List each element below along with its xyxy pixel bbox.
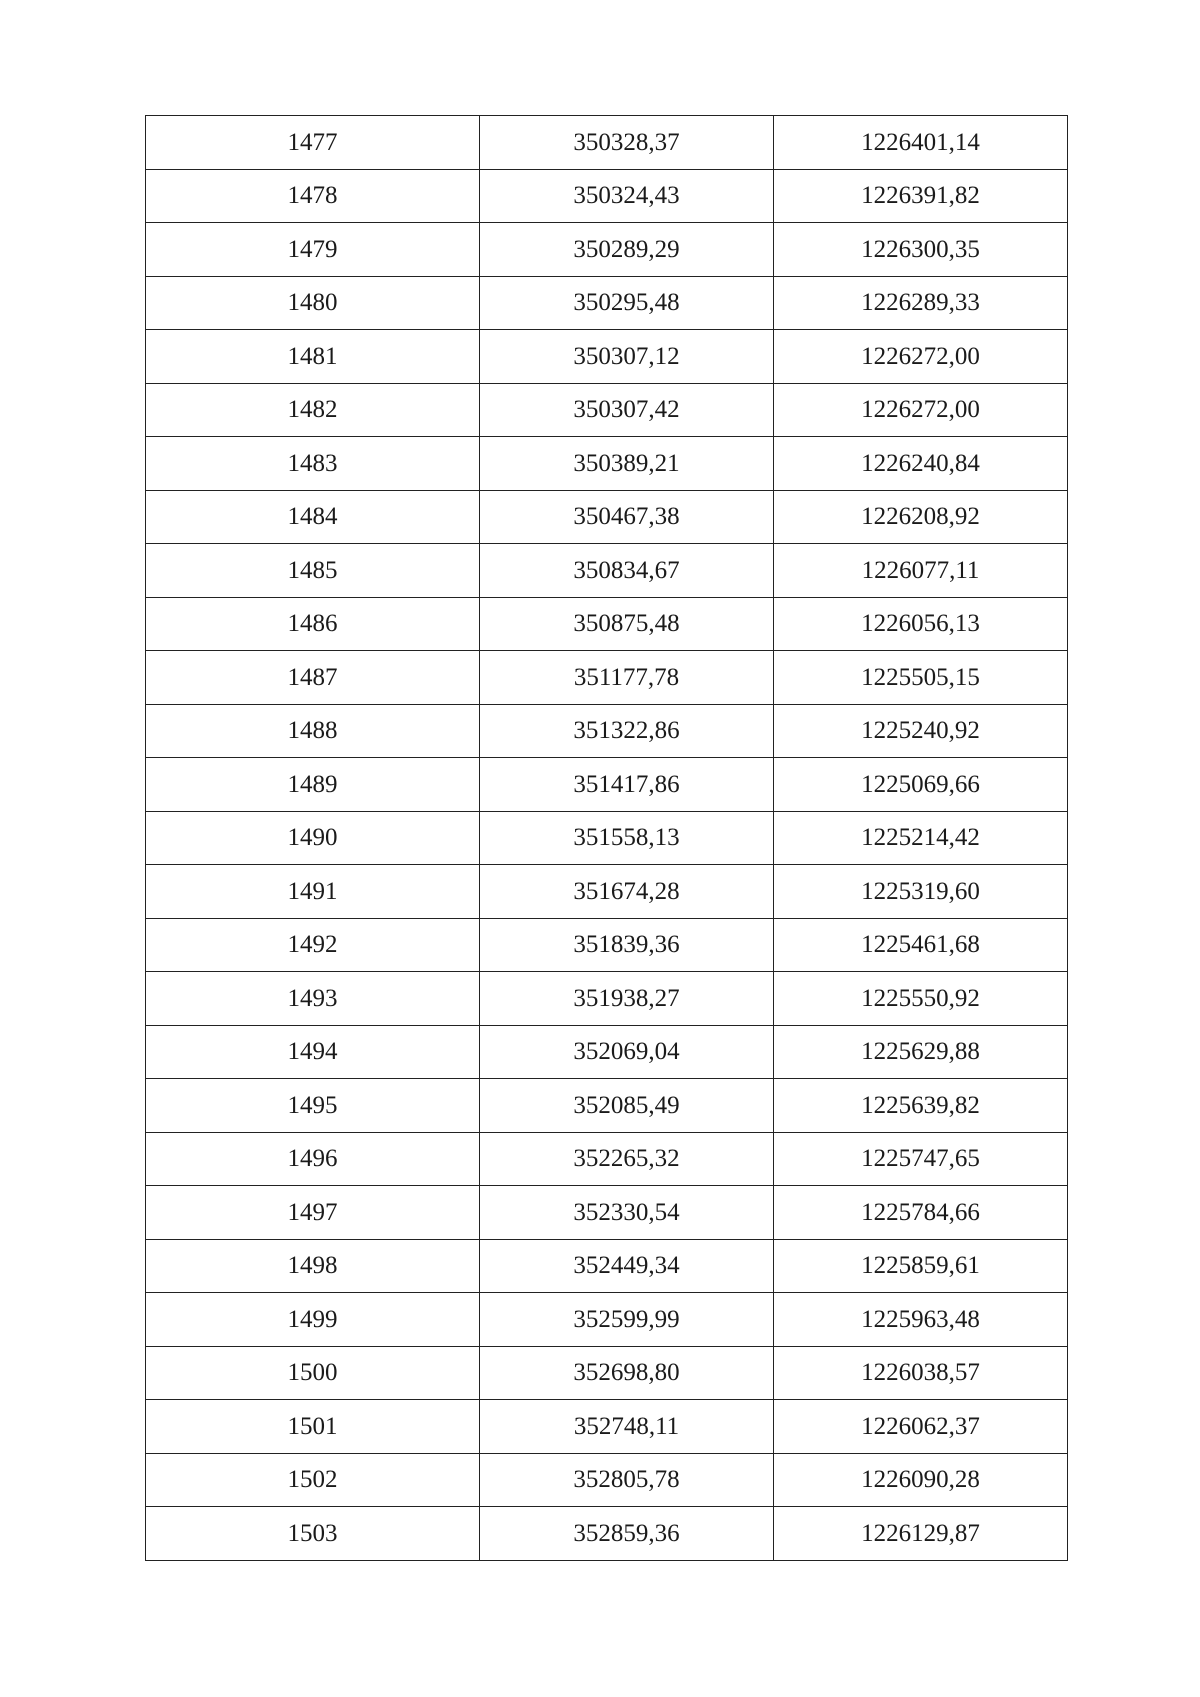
x-coordinate-cell: 352698,80 (480, 1346, 774, 1400)
table-row (146, 918, 1068, 972)
table-row (146, 1132, 1068, 1186)
x-coordinate-cell: 352748,11 (480, 1400, 774, 1454)
point-number-cell: 1498 (146, 1239, 480, 1293)
table-row (146, 865, 1068, 919)
y-coordinate-cell: 1225747,65 (774, 1132, 1068, 1186)
x-coordinate-cell: 352330,54 (480, 1186, 774, 1240)
y-coordinate-cell: 1225859,61 (774, 1239, 1068, 1293)
x-coordinate-cell: 350289,29 (480, 223, 774, 277)
x-coordinate-cell: 350875,48 (480, 597, 774, 651)
point-number-cell: 1490 (146, 811, 480, 865)
coordinates-table (145, 115, 1068, 1561)
y-coordinate-cell: 1226240,84 (774, 437, 1068, 491)
x-coordinate-cell: 352449,34 (480, 1239, 774, 1293)
table-row (146, 1239, 1068, 1293)
y-coordinate-cell: 1225240,92 (774, 704, 1068, 758)
y-coordinate-cell: 1226300,35 (774, 223, 1068, 277)
table-row (146, 651, 1068, 705)
y-coordinate-cell: 1226272,00 (774, 383, 1068, 437)
y-coordinate-cell: 1225505,15 (774, 651, 1068, 705)
y-coordinate-cell: 1225319,60 (774, 865, 1068, 919)
point-number-cell: 1485 (146, 544, 480, 598)
y-coordinate-cell: 1226090,28 (774, 1453, 1068, 1507)
point-number-cell: 1500 (146, 1346, 480, 1400)
table-row (146, 1346, 1068, 1400)
y-coordinate-cell: 1225639,82 (774, 1079, 1068, 1133)
y-coordinate-cell: 1225461,68 (774, 918, 1068, 972)
table-row (146, 704, 1068, 758)
table-row (146, 276, 1068, 330)
point-number-cell: 1503 (146, 1507, 480, 1561)
table-row (146, 1025, 1068, 1079)
y-coordinate-cell: 1226129,87 (774, 1507, 1068, 1561)
x-coordinate-cell: 350834,67 (480, 544, 774, 598)
point-number-cell: 1481 (146, 330, 480, 384)
x-coordinate-cell: 351839,36 (480, 918, 774, 972)
y-coordinate-cell: 1226272,00 (774, 330, 1068, 384)
point-number-cell: 1480 (146, 276, 480, 330)
y-coordinate-cell: 1226289,33 (774, 276, 1068, 330)
table-row (146, 1507, 1068, 1561)
point-number-cell: 1488 (146, 704, 480, 758)
point-number-cell: 1489 (146, 758, 480, 812)
x-coordinate-cell: 352265,32 (480, 1132, 774, 1186)
point-number-cell: 1477 (146, 116, 480, 170)
y-coordinate-cell: 1225963,48 (774, 1293, 1068, 1347)
y-coordinate-cell: 1225550,92 (774, 972, 1068, 1026)
point-number-cell: 1496 (146, 1132, 480, 1186)
table-row (146, 1186, 1068, 1240)
point-number-cell: 1491 (146, 865, 480, 919)
x-coordinate-cell: 350307,12 (480, 330, 774, 384)
table-row (146, 1293, 1068, 1347)
point-number-cell: 1487 (146, 651, 480, 705)
table-row (146, 758, 1068, 812)
table-row (146, 597, 1068, 651)
x-coordinate-cell: 351417,86 (480, 758, 774, 812)
point-number-cell: 1497 (146, 1186, 480, 1240)
point-number-cell: 1495 (146, 1079, 480, 1133)
y-coordinate-cell: 1225784,66 (774, 1186, 1068, 1240)
coordinates-table-body (146, 116, 1068, 1561)
y-coordinate-cell: 1226391,82 (774, 169, 1068, 223)
x-coordinate-cell: 351674,28 (480, 865, 774, 919)
y-coordinate-cell: 1225069,66 (774, 758, 1068, 812)
table-row (146, 223, 1068, 277)
x-coordinate-cell: 352599,99 (480, 1293, 774, 1347)
point-number-cell: 1483 (146, 437, 480, 491)
point-number-cell: 1502 (146, 1453, 480, 1507)
point-number-cell: 1501 (146, 1400, 480, 1454)
x-coordinate-cell: 350467,38 (480, 490, 774, 544)
point-number-cell: 1493 (146, 972, 480, 1026)
table-row (146, 383, 1068, 437)
x-coordinate-cell: 352085,49 (480, 1079, 774, 1133)
table-row (146, 437, 1068, 491)
table-row (146, 169, 1068, 223)
point-number-cell: 1479 (146, 223, 480, 277)
x-coordinate-cell: 350389,21 (480, 437, 774, 491)
point-number-cell: 1478 (146, 169, 480, 223)
x-coordinate-cell: 351177,78 (480, 651, 774, 705)
x-coordinate-cell: 352805,78 (480, 1453, 774, 1507)
table-row (146, 490, 1068, 544)
y-coordinate-cell: 1226208,92 (774, 490, 1068, 544)
y-coordinate-cell: 1226401,14 (774, 116, 1068, 170)
x-coordinate-cell: 352859,36 (480, 1507, 774, 1561)
point-number-cell: 1486 (146, 597, 480, 651)
x-coordinate-cell: 350324,43 (480, 169, 774, 223)
table-row (146, 811, 1068, 865)
point-number-cell: 1499 (146, 1293, 480, 1347)
table-row (146, 1400, 1068, 1454)
x-coordinate-cell: 350295,48 (480, 276, 774, 330)
table-row (146, 544, 1068, 598)
x-coordinate-cell: 351558,13 (480, 811, 774, 865)
x-coordinate-cell: 352069,04 (480, 1025, 774, 1079)
y-coordinate-cell: 1226077,11 (774, 544, 1068, 598)
point-number-cell: 1492 (146, 918, 480, 972)
y-coordinate-cell: 1226062,37 (774, 1400, 1068, 1454)
y-coordinate-cell: 1226038,57 (774, 1346, 1068, 1400)
point-number-cell: 1482 (146, 383, 480, 437)
table-row (146, 1453, 1068, 1507)
table-row (146, 972, 1068, 1026)
x-coordinate-cell: 351322,86 (480, 704, 774, 758)
x-coordinate-cell: 350328,37 (480, 116, 774, 170)
point-number-cell: 1484 (146, 490, 480, 544)
x-coordinate-cell: 350307,42 (480, 383, 774, 437)
y-coordinate-cell: 1225214,42 (774, 811, 1068, 865)
x-coordinate-cell: 351938,27 (480, 972, 774, 1026)
y-coordinate-cell: 1226056,13 (774, 597, 1068, 651)
y-coordinate-cell: 1225629,88 (774, 1025, 1068, 1079)
table-row (146, 1079, 1068, 1133)
table-row (146, 116, 1068, 170)
point-number-cell: 1494 (146, 1025, 480, 1079)
table-row (146, 330, 1068, 384)
